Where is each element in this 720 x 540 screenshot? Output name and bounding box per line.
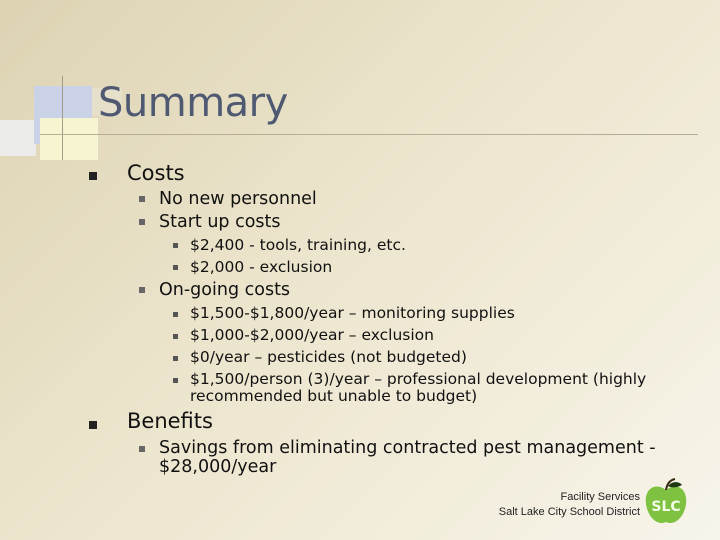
item-savings-line1: Savings from eliminating contracted pest management - bbox=[159, 438, 656, 458]
bullet-icon bbox=[173, 356, 178, 361]
section-benefits: Benefits bbox=[127, 409, 213, 433]
subitem-startup-tools: $2,400 - tools, training, etc. bbox=[190, 236, 406, 254]
subitem-startup-exclusion: $2,000 - exclusion bbox=[190, 258, 333, 276]
item-no-new-personnel: No new personnel bbox=[159, 189, 317, 209]
bullet-icon bbox=[139, 219, 145, 225]
footer-district: Salt Lake City School District bbox=[498, 506, 640, 518]
item-start-up-costs: Start up costs bbox=[159, 212, 281, 232]
bullet-icon bbox=[89, 172, 97, 180]
subitem-professional-development: $1,500/person (3)/year – professional development (highly bbox=[190, 370, 647, 388]
footer-department: Facility Services bbox=[560, 491, 640, 503]
logo-letters: SLC bbox=[651, 499, 681, 515]
item-ongoing-costs: On-going costs bbox=[159, 280, 291, 300]
bullet-icon bbox=[173, 312, 178, 317]
item-savings-line2: $28,000/year bbox=[159, 457, 277, 477]
bullet-icon bbox=[139, 446, 145, 452]
bullet-icon bbox=[173, 334, 178, 339]
bullet-icon bbox=[173, 378, 178, 383]
subitem-exclusion: $1,000-$2,000/year – exclusion bbox=[190, 326, 434, 344]
subitem-monitoring-supplies: $1,500-$1,800/year – monitoring supplies bbox=[190, 304, 515, 322]
bullet-icon bbox=[173, 243, 178, 248]
bullet-icon bbox=[89, 421, 97, 429]
subitem-professional-development-continued: recommended but unable to budget) bbox=[190, 387, 478, 405]
bullet-icon bbox=[139, 287, 145, 293]
bullet-icon bbox=[173, 265, 178, 270]
title-divider bbox=[40, 134, 698, 135]
subitem-pesticides: $0/year – pesticides (not budgeted) bbox=[190, 348, 467, 366]
section-costs: Costs bbox=[127, 161, 185, 185]
slide-title: Summary bbox=[98, 80, 288, 126]
bullet-icon bbox=[139, 196, 145, 202]
apple-logo-icon bbox=[642, 478, 690, 526]
footer-credit bbox=[499, 490, 640, 520]
